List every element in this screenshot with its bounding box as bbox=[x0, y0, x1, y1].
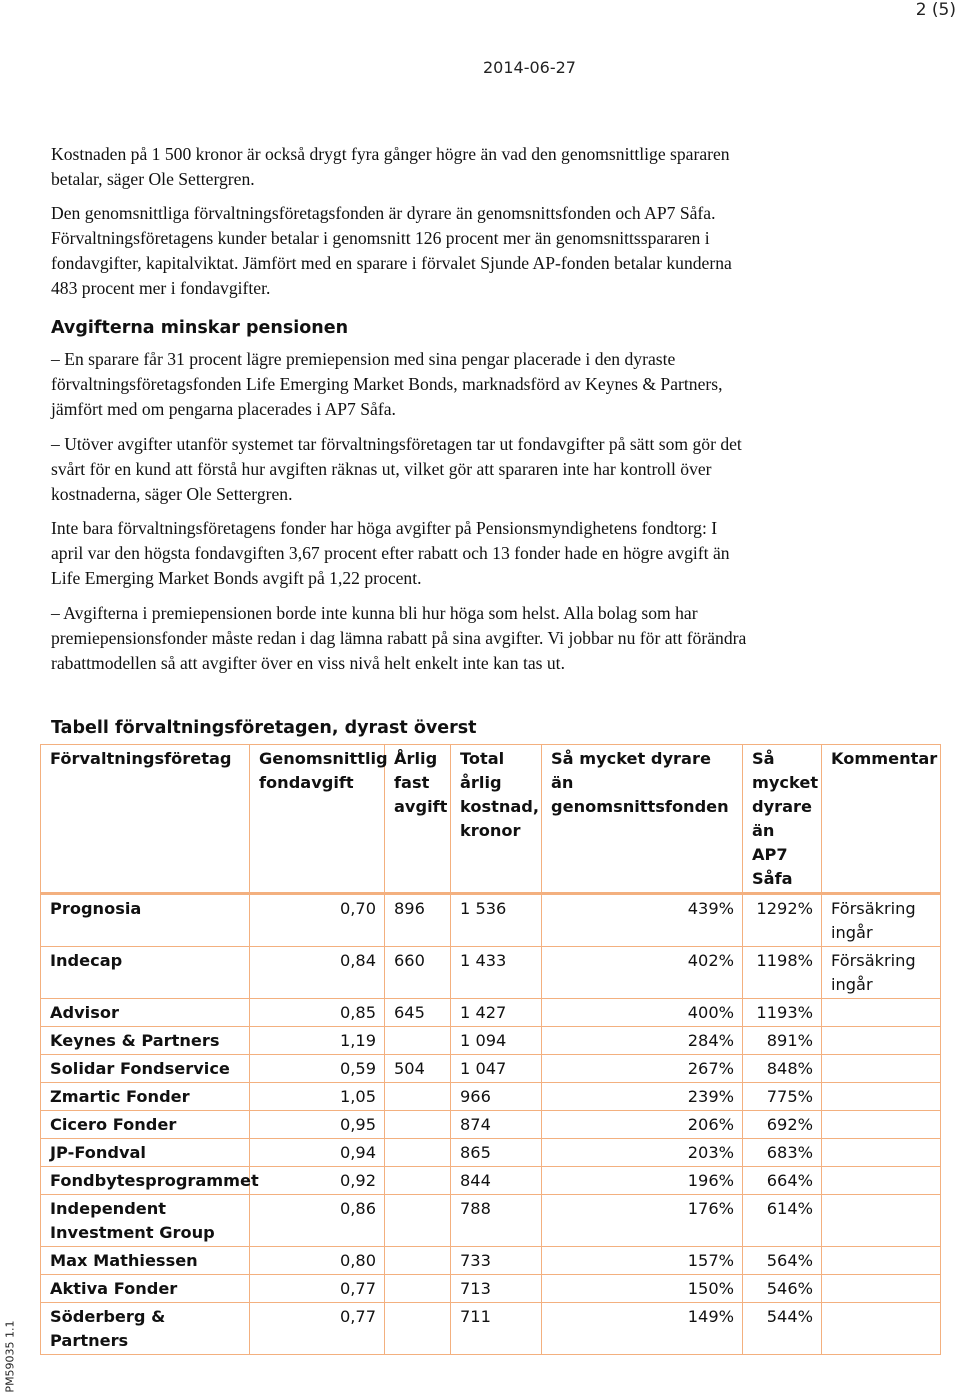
table-cell: 692% bbox=[743, 1111, 822, 1139]
document-date: 2014-06-27 bbox=[483, 58, 576, 77]
table-cell: 1,05 bbox=[250, 1083, 385, 1111]
table-cell: 844 bbox=[451, 1167, 542, 1195]
table-row bbox=[41, 1111, 941, 1139]
table-cell: 176% bbox=[542, 1195, 743, 1247]
paragraph-average-fund: Den genomsnittliga förvaltningsföretagsfonden är dyrare än genomsnittsfonden och AP7 Såfa. Förvaltningsföretagens kunder betalar i genomsnitt 126 procent mer än genomsnittsspararen i fondavgifter, kapitalviktat. Jämfört med en sparare i förvalet Sjunde AP-fonden betalar kunderna 483 procent mer i fondavgifter. bbox=[51, 203, 732, 298]
table-cell bbox=[385, 1139, 451, 1167]
table-cell: 1 047 bbox=[451, 1055, 542, 1083]
paragraph-rebate-model: – Avgifterna i premiepensionen borde inte kunna bli hur höga som helst. Alla bolag som har premiepensionsfonder måste redan i dag lämna rabatt på sina avgifter. Vi jobbar nu för att förändra rabattmodellen så att avgifter över en viss nivå helt enkelt inte kan tas ut. bbox=[51, 603, 747, 673]
table-cell bbox=[822, 1027, 941, 1055]
table-cell: 645 bbox=[385, 999, 451, 1027]
table-row bbox=[41, 1083, 941, 1111]
table-cell: 0,94 bbox=[250, 1139, 385, 1167]
document-id-label: PM59035 1.1 bbox=[3, 1320, 17, 1393]
table-cell bbox=[822, 1303, 941, 1355]
table-cell: 1,19 bbox=[250, 1027, 385, 1055]
table-cell: 267% bbox=[542, 1055, 743, 1083]
table-cell: 150% bbox=[542, 1275, 743, 1303]
table-row bbox=[41, 999, 941, 1027]
page-number: 2 (5) bbox=[915, 0, 956, 20]
table-cell: Försäkring ingår bbox=[822, 947, 941, 999]
table-row bbox=[41, 894, 941, 947]
column-header: Så mycket dyrare än AP7 Såfa bbox=[743, 745, 822, 894]
table-cell: 1 536 bbox=[451, 894, 542, 947]
table-cell: 664% bbox=[743, 1167, 822, 1195]
paragraph-lower-pension: – En sparare får 31 procent lägre premiepension med sina pengar placerade i den dyraste förvaltningsföretagsfonden Life Emerging Market Bonds, marknadsförd av Keynes & Partners, jämfört med om pengarna placerades i AP7 Såfa. bbox=[51, 349, 723, 419]
table-cell: 0,86 bbox=[250, 1195, 385, 1247]
table-cell bbox=[385, 1111, 451, 1139]
table-cell bbox=[385, 1247, 451, 1275]
table-cell: 733 bbox=[451, 1247, 542, 1275]
table-cell: Independent Investment Group bbox=[41, 1195, 250, 1247]
table-cell: 891% bbox=[743, 1027, 822, 1055]
table-cell: 1292% bbox=[743, 894, 822, 947]
table-cell: Solidar Fondservice bbox=[41, 1055, 250, 1083]
table-cell: 239% bbox=[542, 1083, 743, 1111]
paragraph-fund-market: Inte bara förvaltningsföretagens fonder har höga avgifter på Pensionsmyndighetens fondtorg: I april var den högsta fondavgiften 3,67 procent efter rabatt och 13 fonder hade en högre avgift än Life Emerging Market Bonds avgift på 1,22 procent. bbox=[51, 518, 730, 588]
table-cell: Fondbytesprogrammet bbox=[41, 1167, 250, 1195]
table-cell bbox=[822, 1195, 941, 1247]
table-cell: Keynes & Partners bbox=[41, 1027, 250, 1055]
table-cell: 196% bbox=[542, 1167, 743, 1195]
table-cell: Max Mathiessen bbox=[41, 1247, 250, 1275]
table-cell: 788 bbox=[451, 1195, 542, 1247]
table-cell bbox=[822, 1139, 941, 1167]
table-heading: Tabell förvaltningsföretagen, dyrast överst bbox=[51, 718, 477, 738]
table-cell: 0,95 bbox=[250, 1111, 385, 1139]
table-cell: 564% bbox=[743, 1247, 822, 1275]
column-header: Kommentar bbox=[822, 745, 941, 894]
section-heading-fees: Avgifterna minskar pensionen bbox=[51, 318, 349, 338]
table-cell: 1 433 bbox=[451, 947, 542, 999]
table-cell: 0,77 bbox=[250, 1275, 385, 1303]
table-cell bbox=[385, 1195, 451, 1247]
table-cell bbox=[385, 1167, 451, 1195]
table-cell: 713 bbox=[451, 1275, 542, 1303]
table-cell: JP-Fondval bbox=[41, 1139, 250, 1167]
table-cell: 0,59 bbox=[250, 1055, 385, 1083]
table-cell: 775% bbox=[743, 1083, 822, 1111]
column-header: Årlig fast avgift bbox=[385, 745, 451, 894]
table-cell: 0,77 bbox=[250, 1303, 385, 1355]
column-header: Genomsnittlig fondavgift bbox=[250, 745, 385, 894]
table-cell: 1198% bbox=[743, 947, 822, 999]
table-cell: Söderberg & Partners bbox=[41, 1303, 250, 1355]
fund-fee-table bbox=[40, 744, 941, 1355]
table-cell: Cicero Fonder bbox=[41, 1111, 250, 1139]
table-cell: 614% bbox=[743, 1195, 822, 1247]
table-cell bbox=[822, 1055, 941, 1083]
table-row bbox=[41, 1195, 941, 1247]
table-cell bbox=[385, 1303, 451, 1355]
table-cell: 896 bbox=[385, 894, 451, 947]
table-cell: 0,70 bbox=[250, 894, 385, 947]
column-header: Så mycket dyrare än genomsnittsfonden bbox=[542, 745, 743, 894]
table-header-row bbox=[41, 745, 941, 894]
table-cell: 683% bbox=[743, 1139, 822, 1167]
table-cell: 711 bbox=[451, 1303, 542, 1355]
table-cell bbox=[822, 1083, 941, 1111]
table-row bbox=[41, 1167, 941, 1195]
table-cell bbox=[385, 1027, 451, 1055]
table-cell: 660 bbox=[385, 947, 451, 999]
table-cell: Aktiva Fonder bbox=[41, 1275, 250, 1303]
table-cell bbox=[822, 999, 941, 1027]
column-header: Total årlig kostnad, kronor bbox=[451, 745, 542, 894]
table-cell: 1193% bbox=[743, 999, 822, 1027]
table-cell: Prognosia bbox=[41, 894, 250, 947]
table-row bbox=[41, 1247, 941, 1275]
table-cell: 546% bbox=[743, 1275, 822, 1303]
table-cell: 504 bbox=[385, 1055, 451, 1083]
table-row bbox=[41, 1303, 941, 1355]
table-row bbox=[41, 1027, 941, 1055]
paragraph-cost-comparison: Kostnaden på 1 500 kronor är också drygt fyra gånger högre än vad den genomsnittlige spararen betalar, säger Ole Settergren. bbox=[51, 144, 730, 189]
table-cell: 848% bbox=[743, 1055, 822, 1083]
table-cell: Indecap bbox=[41, 947, 250, 999]
table-cell: 203% bbox=[542, 1139, 743, 1167]
table-cell bbox=[822, 1111, 941, 1139]
table-cell: 1 094 bbox=[451, 1027, 542, 1055]
table-cell bbox=[822, 1275, 941, 1303]
table-cell bbox=[822, 1167, 941, 1195]
table-row bbox=[41, 1275, 941, 1303]
table-cell: 874 bbox=[451, 1111, 542, 1139]
table-cell: 966 bbox=[451, 1083, 542, 1111]
table-cell: 0,92 bbox=[250, 1167, 385, 1195]
table-cell: 206% bbox=[542, 1111, 743, 1139]
table-row bbox=[41, 1055, 941, 1083]
table-cell: 439% bbox=[542, 894, 743, 947]
column-header: Förvaltningsföretag bbox=[41, 745, 250, 894]
table-cell: Zmartic Fonder bbox=[41, 1083, 250, 1111]
table-cell: 0,80 bbox=[250, 1247, 385, 1275]
table-cell: 284% bbox=[542, 1027, 743, 1055]
table-cell: 400% bbox=[542, 999, 743, 1027]
table-cell: 544% bbox=[743, 1303, 822, 1355]
table-cell: 1 427 bbox=[451, 999, 542, 1027]
table-cell: 149% bbox=[542, 1303, 743, 1355]
table-cell bbox=[822, 1247, 941, 1275]
table-row bbox=[41, 947, 941, 999]
paragraph-fees-outside-system: – Utöver avgifter utanför systemet tar förvaltningsföretagen tar ut fondavgifter på sätt som gör det svårt för en kund att förstå hur avgiften räknas ut, vilket gör att spararen inte har kontroll över kostnaderna, säger Ole Settergren. bbox=[51, 434, 742, 504]
table-cell: 0,84 bbox=[250, 947, 385, 999]
table-cell bbox=[385, 1083, 451, 1111]
table-cell: 865 bbox=[451, 1139, 542, 1167]
table-cell: 0,85 bbox=[250, 999, 385, 1027]
table-row bbox=[41, 1139, 941, 1167]
table-cell bbox=[385, 1275, 451, 1303]
table-cell: 402% bbox=[542, 947, 743, 999]
table-cell: Försäkring ingår bbox=[822, 894, 941, 947]
table-cell: 157% bbox=[542, 1247, 743, 1275]
table-cell: Advisor bbox=[41, 999, 250, 1027]
